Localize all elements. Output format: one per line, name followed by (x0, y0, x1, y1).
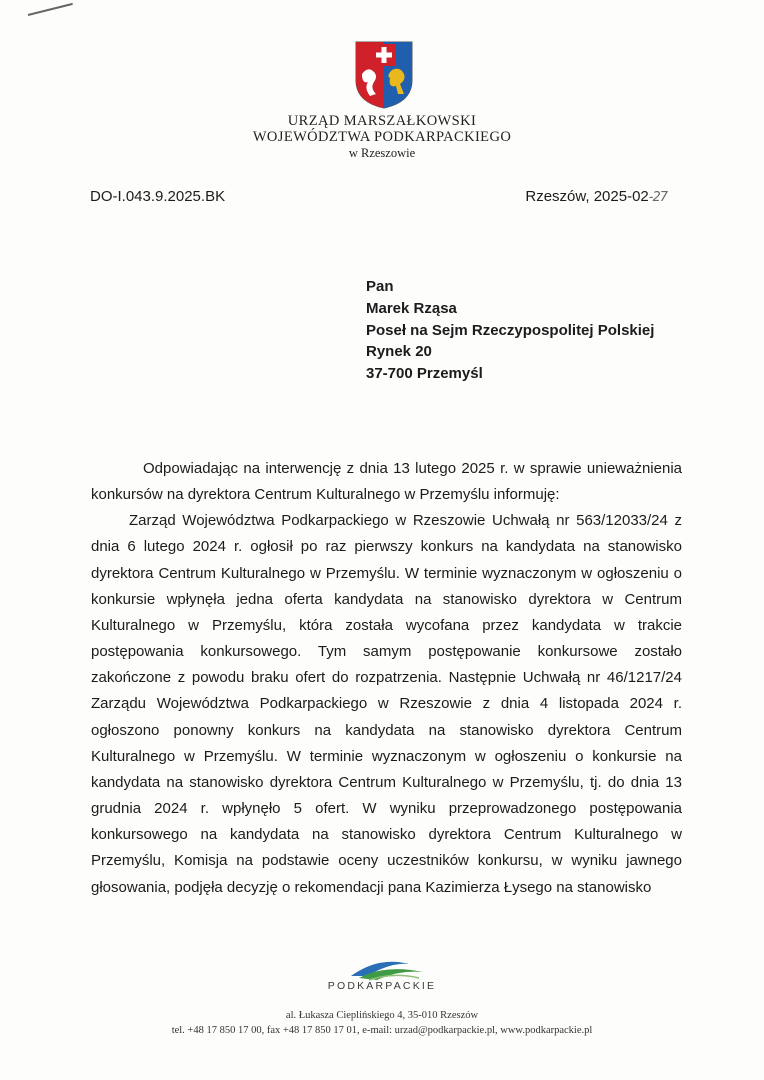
recipient-city: 37-700 Przemyśl (366, 365, 483, 383)
letter-date (525, 188, 667, 205)
recipient-title: Poseł na Sejm Rzeczypospolitej Polskiej (366, 321, 655, 339)
issuer-city: w Rzeszowie (348, 146, 416, 160)
footer-contact: tel. +48 17 850 17 00, fax +48 17 850 17 01, e-mail: urzad@podkarpackie.pl, www.podkarpackie.pl (171, 1025, 593, 1036)
recipient-street: Rynek 20 (366, 343, 432, 361)
letter-body (91, 456, 682, 901)
reference-number: DO-I.043.9.2025.BK (90, 188, 226, 205)
podkarpackie-logo-icon (349, 954, 425, 982)
body-paragraph: Zarząd Województwa Podkarpackiego w Rzeszowie Uchwałą nr 563/12033/24 z dnia 6 lutego 2024 r. ogłosił po raz pierwszy konkurs na kandydata na stanowisko dyrektora Centrum Kulturalnego w Przemyślu. W terminie wyznaczonym w ogłoszeniu o konkursie wpłynęła jedna oferta kandydata na stanowisko dyrektora w Centrum Kulturalnego w Przemyślu, która została wycofana przez kandydata w trakcie postępowania konkursowego. Tym samym postępowanie konkursowe zostało zakończone z powodu braku ofert do rozpatrzenia. Następnie Uchwałą nr 46/1217/24 Zarządu Województwa Podkarpackiego w Rzeszowie z dnia 4 listopada 2024 r. ogłoszono ponowny konkurs na kandydata na stanowisko dyrektora Centrum Kulturalnego w Przemyślu. W terminie wyznaczonym w ogłoszeniu o konkursie na kandydata na stanowisko dyrektora Centrum Kulturalnego w Przemyślu, tj. do dnia 13 grudnia 2024 r. wpłynęło 5 ofert. W wyniku przeprowadzonego postępowania konkursowego na kandydata na stanowisko dyrektora Centrum Kulturalnego w Przemyślu, Komisja na podstawie oceny uczestników konkursu, w wyniku jawnego głosowania, podjęła decyzję o rekomendacji pana Kazimierza Łysego na stanowisko (91, 512, 682, 896)
issuer-name-line1: URZĄD MARSZAŁKOWSKI (287, 113, 477, 129)
date-printed: Rzeszów, 2025-02 (525, 188, 649, 205)
brand-name: PODKARPACKIE (327, 980, 437, 992)
coat-of-arms-icon (354, 40, 414, 110)
recipient-salutation: Pan (366, 278, 394, 295)
recipient-block (366, 276, 654, 385)
issuer-name-line2: WOJEWÓDZTWA PODKARPACKIEGO (252, 129, 512, 145)
footer-address: al. Łukasza Cieplińskiego 4, 35-010 Rzeszów (285, 1010, 479, 1021)
pen-mark (28, 3, 73, 16)
date-handwritten-day: -27 (648, 190, 667, 205)
recipient-name: Marek Rząsa (366, 299, 457, 317)
body-paragraph: Odpowiadając na interwencję z dnia 13 lutego 2025 r. w sprawie unieważnienia konkursów na dyrektora Centrum Kulturalnego w Przemyślu informuję: (91, 460, 682, 504)
